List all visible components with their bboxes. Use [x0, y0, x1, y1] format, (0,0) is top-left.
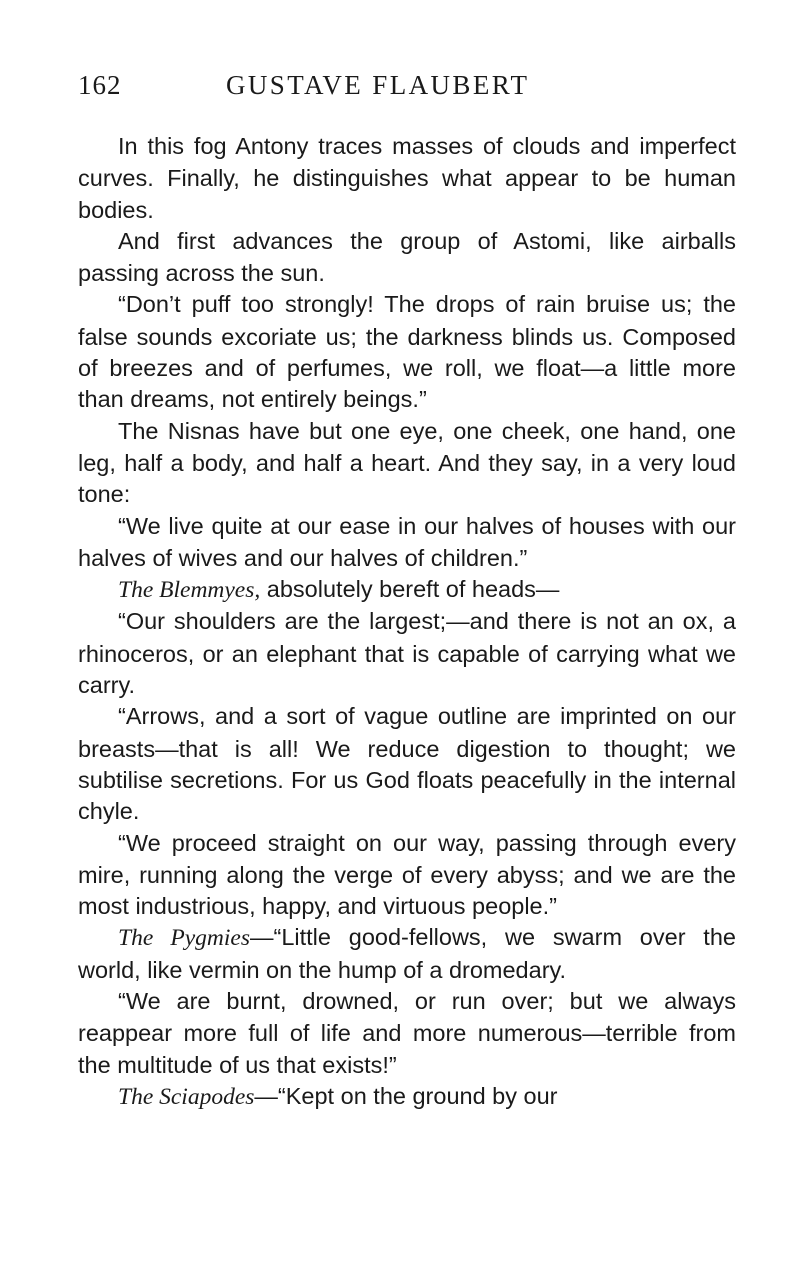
italic-lead: The Sciapodes [118, 1083, 255, 1110]
body-text [78, 131, 736, 1113]
page-header [78, 70, 738, 110]
paragraph-text: “We live quite at our ease in our halves of houses with our halves of wives and our halves of children.” [78, 512, 736, 571]
paragraph-text: And first advances the group of Astomi, like airballs passing across the sun. [78, 227, 736, 287]
paragraph [78, 606, 736, 701]
paragraph [78, 922, 736, 986]
paragraph [78, 416, 736, 511]
paragraph-text: “Don’t puff too strongly! The drops of rain bruise us; the false sounds excoriate us; the darkness blinds us. Composed of breezes and of perfumes, we roll, we float—a little more than dreams, not entirely beings.” [78, 291, 736, 413]
paragraph [78, 289, 736, 415]
paragraph-text: “We proceed straight on our way, passing through every mire, running along the verge of every abyss; and we are the most industrious, happy, and virtuous people.” [78, 829, 736, 920]
running-title: GUSTAVE FLAUBERT [226, 70, 530, 100]
paragraph-text: —“Kept on the ground by our [254, 1082, 558, 1109]
paragraph [78, 828, 736, 923]
paragraph [78, 1081, 736, 1113]
paragraph [78, 986, 736, 1081]
paragraph [78, 511, 736, 575]
paragraph-text: In this fog Antony traces masses of clouds and imperfect curves. Finally, he distinguishes what appear to be human bodies. [78, 133, 736, 223]
paragraph-text: “Our shoulders are the largest;—and there is not an ox, a rhinoceros, or an elephant that is capable of carrying what we carry. [78, 608, 736, 699]
paragraph-text: absolutely bereft of heads— [260, 576, 560, 603]
paragraph-text: The Nisnas have but one eye, one cheek, one hand, one leg, half a body, and half a heart. And they say, in a very loud tone: [78, 417, 736, 508]
page-number: 162 [78, 70, 122, 100]
paragraph-text: “Arrows, and a sort of vague outline are imprinted on our breasts—that is all! We reduce digestion to thought; we subtilise secretions. For us God floats peacefully in the internal chyle. [78, 703, 736, 825]
paragraph [78, 131, 736, 226]
paragraph-text: “We are burnt, drowned, or run over; but we always reappear more full of life and more numerous—terrible from the multitude of us that exists!” [78, 988, 736, 1078]
paragraph [78, 226, 736, 290]
paragraph [78, 701, 736, 827]
paragraph [78, 574, 736, 606]
italic-lead: The Blemmyes, [118, 577, 261, 604]
paragraph-text: —“Little good-fellows, we swarm over the world, like vermin on the hump of a dromedary. [78, 924, 736, 983]
italic-lead: The Pygmies [118, 925, 250, 952]
